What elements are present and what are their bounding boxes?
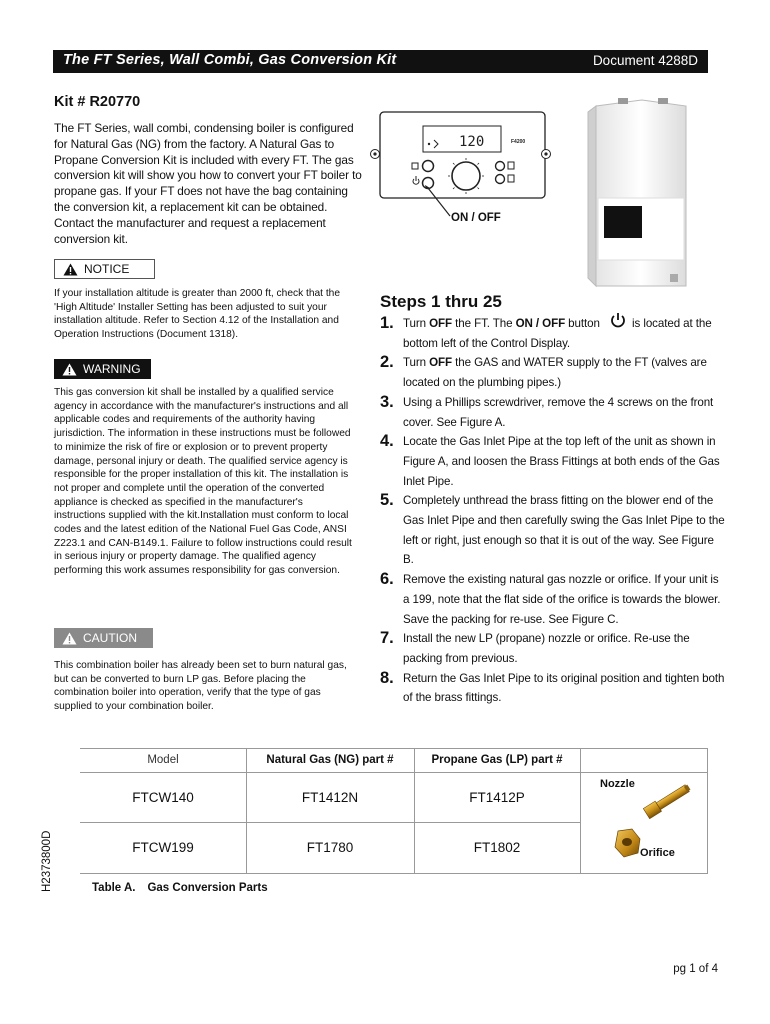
model-badge: F4200 (511, 139, 526, 145)
table-caption-name: Gas Conversion Parts (147, 882, 268, 894)
step-text: Using a Phillips screwdriver, remove the 4 screws on the front cover. See Figure A. (403, 395, 714, 429)
step-item (380, 491, 725, 570)
warning-triangle-icon (62, 632, 77, 645)
kit-number: Kit # R20770 (54, 94, 141, 110)
warning-triangle-icon (62, 363, 77, 376)
warning-triangle-icon (63, 263, 78, 276)
step-item (380, 393, 725, 432)
caution-label (54, 628, 153, 648)
step-text: Locate the Gas Inlet Pipe at the top left of the unit as shown in Figure A, and loosen the Brass Fittings at both ends of the Gas Inlet Pipe. (403, 435, 720, 488)
header-bar (53, 50, 708, 73)
steps-title: Steps 1 thru 25 (380, 292, 502, 311)
table-cell-ng-part: FT1412N (301, 789, 359, 805)
step-text: Remove the existing natural gas nozzle or orifice. If your unit is a 199, note that the flat side of the orifice is towards the blower. Save the packing for re-use. See Figure C. (403, 573, 721, 626)
table-cell-model: FTCW199 (132, 840, 194, 855)
intro-paragraph: The FT Series, wall combi, condensing boiler is configured for Natural Gas (NG) from the factory. A Natural Gas to Propane Conversion Kit is included with every FT. The gas conversion kit will show you how to convert your FT boiler to propane gas. If your FT does not have the bag containing the conversion kit, a replacement kit can be obtained. Contact the manufacturer and request a replacement conversion kit. (54, 121, 362, 246)
step-number: 3. (380, 392, 394, 411)
step-number: 1. (380, 314, 394, 332)
page-number: pg 1 of 4 (673, 963, 718, 975)
table-cell-model: FTCW140 (132, 789, 194, 805)
notice-label (54, 259, 155, 279)
display-readout: 120 (459, 134, 485, 150)
boiler-illustration (582, 88, 694, 298)
step-text: Turn (403, 356, 430, 370)
table-cell-lp-part: FT1412P (469, 789, 525, 805)
caution-text: This combination boiler has already been set to burn natural gas, but can be converted to burn LP gas. Before placing the combination boiler into operation, verify that the type of gas supplied to your combination boiler. (54, 660, 347, 713)
step-text: Install the new LP (propane) nozzle or orifice. Re-use the packing from previous. (403, 632, 690, 665)
step-text: Return the Gas Inlet Pipe to its original position and tighten both of the brass fittings. (403, 671, 725, 705)
notice-label-text: NOTICE (84, 262, 130, 276)
orifice-label: Orifice (640, 847, 675, 859)
step-number: 6. (380, 570, 394, 589)
step-item (380, 353, 725, 392)
step-bold-off: OFF (429, 356, 453, 370)
step-text: Completely unthread the brass fitting on the blower end of the Gas Inlet Pipe and then carefully swing the Gas Inlet Pipe to the left or right, just enough so that it is out of the way. See Figure B. (403, 494, 725, 567)
nozzle-label: Nozzle (600, 778, 635, 790)
table-header-lp: Propane Gas (LP) part # (431, 754, 563, 766)
document-number: Document 4288D (592, 53, 698, 68)
step-item (380, 570, 725, 629)
step-number: 2. (380, 353, 394, 372)
step-number: 7. (380, 629, 394, 648)
side-document-code: H2373800D (41, 830, 53, 892)
table-caption (92, 882, 268, 894)
step-text: is located at the bottom left of the Control Display. (403, 317, 712, 350)
table-cell-ng-part: FT1780 (306, 840, 354, 855)
document-title: The FT Series, Wall Combi, Gas Conversion Kit (63, 52, 397, 68)
power-icon (603, 315, 629, 329)
table-caption-id: Table A. (92, 882, 136, 894)
notice-text: If your installation altitude is greater than 2000 ft, check that the 'High Altitude' Installer Setting has been adjusted to suit your installation altitude. Refer to Section 4.12 of the Installation and Operation Instructions (Document 1318). (54, 288, 340, 341)
step-text: the FT. The (452, 317, 516, 330)
table-header-ng: Natural Gas (NG) part # (266, 754, 394, 766)
onoff-figure-label: ON / OFF (451, 212, 501, 224)
step-bold-off: OFF (429, 317, 453, 330)
caution-label-text: CAUTION (83, 631, 137, 645)
table-cell-lp-part: FT1802 (473, 840, 521, 855)
step-number: 8. (380, 668, 394, 687)
step-item (380, 432, 725, 491)
step-number: 4. (380, 432, 394, 451)
step-text: Turn (403, 317, 430, 330)
step-item (380, 669, 725, 708)
step-text: the GAS and WATER supply to the FT (valves are located on the plumbing pipes.) (403, 356, 707, 390)
gas-conversion-parts-table (80, 748, 708, 874)
step-item (380, 629, 725, 668)
step-bold-onoff: ON / OFF (515, 317, 566, 330)
steps-list (380, 314, 725, 708)
step-number: 5. (380, 491, 394, 510)
nozzle-image (640, 778, 696, 820)
orifice-image (612, 827, 642, 859)
step-text: button (565, 317, 600, 330)
table-header-model: Model (147, 754, 179, 766)
warning-label (54, 359, 151, 379)
warning-text: This gas conversion kit shall be installed by a qualified service agency in accordance with the manufacturer's instructions and all applicable codes and requirements of the authority having jurisdiction. The information in these instructions must be followed to minimize the risk of fire or explosion or to prevent property damage, personal injury or death. The qualified service agency is responsible for the proper installation of this kit. The installation is not proper and complete until the operation of the converted appliance is checked as specified in the manufacturer's instructions supplied with the kit.Installation must conform to local codes and the latest edition of the National Fuel Gas Code, ANSI Z223.1 and CAN-B149.1. Failure to follow instructions could result in serious injury or property damage. The qualified agency performing this work assumes responsibility for gas conversion. (54, 387, 352, 577)
warning-label-text: WARNING (83, 362, 141, 376)
step-item (380, 314, 725, 353)
